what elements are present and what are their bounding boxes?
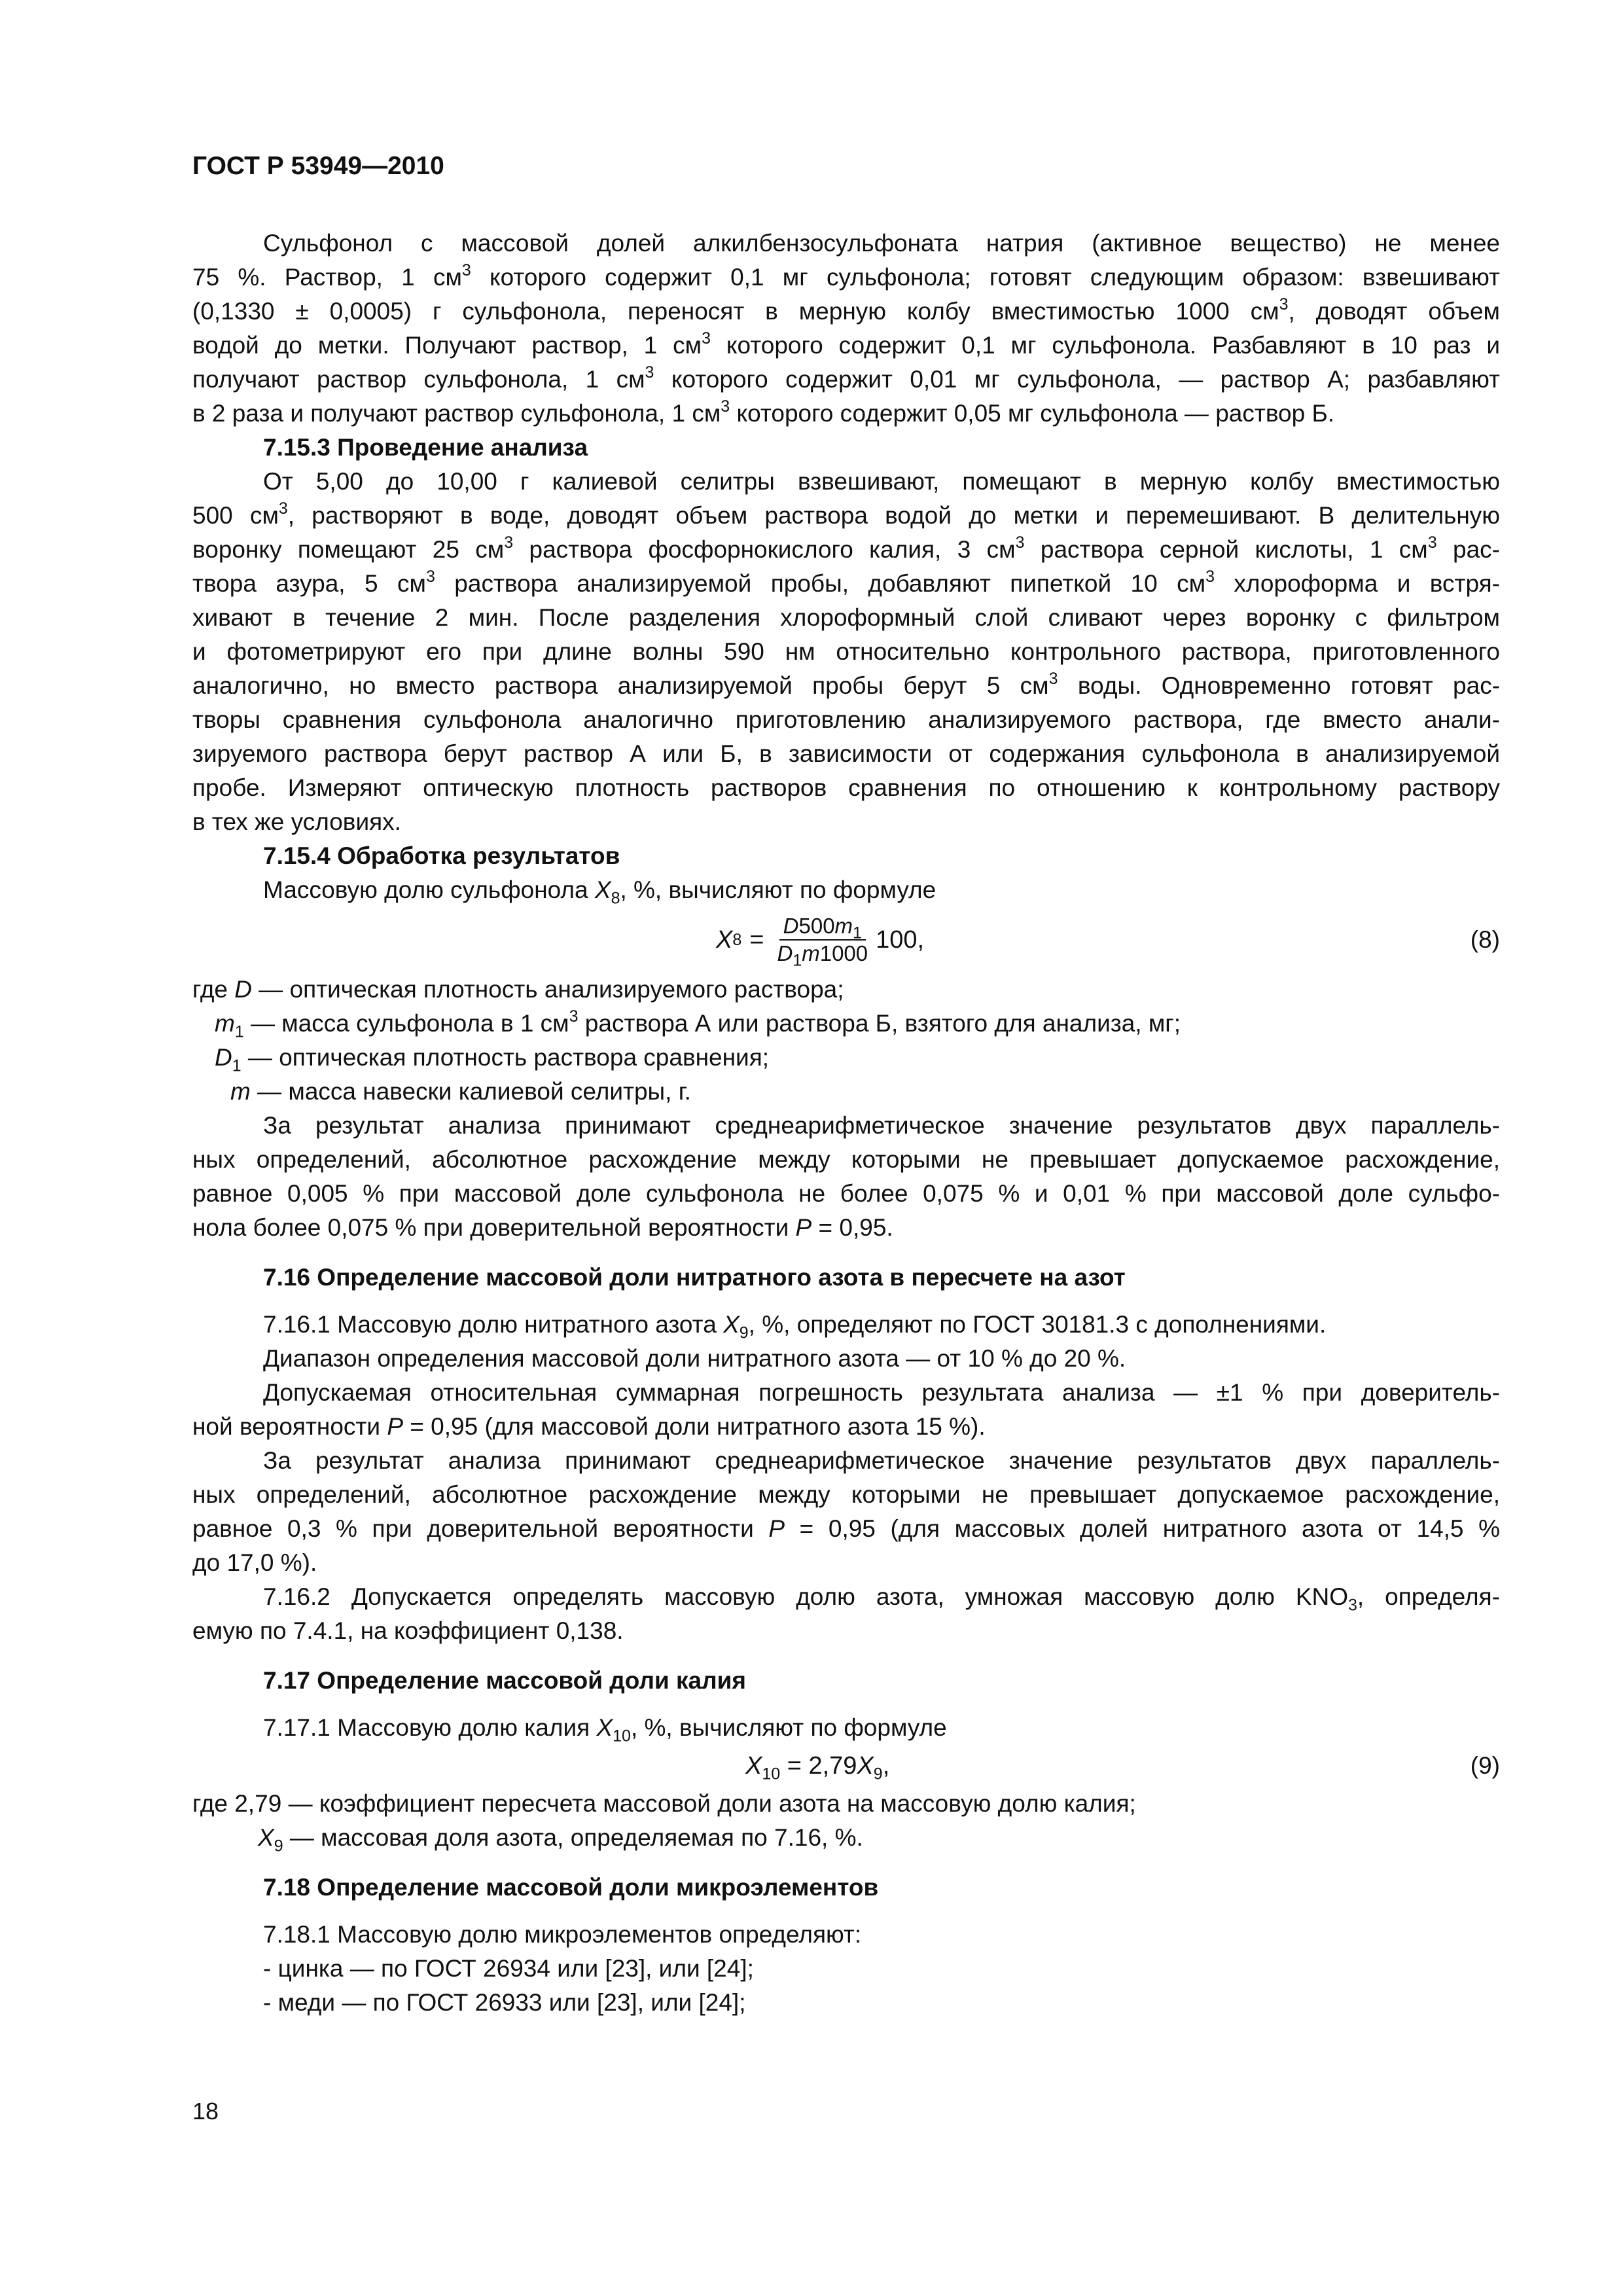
- text-line: емую по 7.4.1, на коэффициент 0,138.: [192, 1617, 624, 1644]
- text-line: За результат анализа принимают среднеарифметическое значение результатов двух параллель-: [263, 1112, 1500, 1139]
- text-line: Диапазон определения массовой доли нитратного азота — от 10 % до 20 %.: [263, 1345, 1126, 1372]
- text-line: 75 %. Раствор, 1 $см^3$ которого содержит 0,1 мг сульфонола; готовят следующим образом: взвешивают: [192, 260, 1501, 291]
- legend-line: $m_1$ — масса сульфонола в 1 $см^3$ раствора А или раствора Б, взятого для анализа, мг;: [215, 1007, 1181, 1041]
- text-line: нола более 0,075 % при доверительной вероятности P = 0,95.: [192, 1214, 893, 1241]
- text-line: до 17,0 %).: [192, 1549, 317, 1576]
- list-item: - цинка — по ГОСТ 26934 или [23], или [24];: [263, 1955, 754, 1982]
- text-line: получают раствор сульфонола, 1 $см^3$ которого содержит 0,01 мг сульфонола, — раствор А; разбавляют: [192, 363, 1500, 393]
- result-paragraph: [192, 1109, 1500, 1245]
- text-line: (0,1330 ± 0,0005) г сульфонола, переносят в мерную колбу вместимостью 1000 $см^3$, доводят объем: [192, 295, 1500, 325]
- text-line: ных определений, абсолютное расхождение между которыми не превышает допускаемое расхождение,: [192, 1146, 1500, 1173]
- text-line: 7.17.1 Массовую долю калия $X_{10}$, %, вычисляют по формуле: [263, 1714, 947, 1746]
- section-heading-7-18: 7.18 Определение массовой доли микроэлементов: [263, 1874, 879, 1901]
- text-line: и фотометрируют его при длине волны 590 нм относительно контрольного раствора, приготовленного: [192, 638, 1500, 665]
- page-number: 18: [192, 2098, 219, 2125]
- legend-line: где D — оптическая плотность анализируемого раствора;: [192, 976, 844, 1003]
- formula-expression: $X_{10} = 2,79X_9$,: [745, 1752, 890, 1784]
- formula-9: [192, 1745, 1500, 1787]
- page-body: [192, 226, 1500, 2020]
- text-line: пробе. Измеряют оптическую плотность растворов сравнения по отношению к контрольному раствору: [192, 774, 1500, 801]
- text-line: От 5,00 до 10,00 г калиевой селитры взвешивают, помещают в мерную колбу вместимостью: [263, 468, 1500, 495]
- section-heading-7-15-3: 7.15.3 Проведение анализа: [263, 434, 588, 461]
- text-line: ной вероятности P = 0,95 (для массовой доли нитратного азота 15 %).: [192, 1413, 986, 1440]
- text-line: равное 0,005 % при массовой доле сульфонола не более 0,075 % и 0,01 % при массовой доле сульфо-: [192, 1180, 1500, 1207]
- formula-legend: [192, 973, 1500, 1109]
- text-line: в тех же условиях.: [192, 808, 401, 835]
- analysis-paragraph: [192, 465, 1500, 839]
- text-line: аналогично, но вместо раствора анализируемой пробы берут 5 $см^3$ воды. Одновременно готовят рас-: [192, 669, 1501, 699]
- text-line: твора азура, 5 $см^3$ раствора анализируемой пробы, добавляют пипеткой 10 $см^3$ хлороформа и встря-: [192, 567, 1501, 597]
- formula-intro: Массовую долю сульфонола $X_8$, %, вычисляют по формуле: [263, 876, 936, 908]
- text-line: Сульфонол с массовой долей алкилбензосульфоната натрия (активное вещество) не менее: [263, 230, 1500, 257]
- formula-number: (8): [1470, 926, 1500, 953]
- text-line: 7.18.1 Массовую долю микроэлементов определяют:: [263, 1921, 862, 1948]
- text-line: ных определений, абсолютное расхождение между которыми не превышает допускаемое расхождение,: [192, 1481, 1500, 1508]
- formula-8: [192, 907, 1500, 973]
- legend-line: m — масса навески калиевой селитры, г.: [230, 1078, 691, 1105]
- section-heading-7-15-4: 7.15.4 Обработка результатов: [263, 842, 620, 869]
- text-line: 500 $см^3$, растворяют в воде, доводят объем раствора водой до метки и перемешивают. В делительную: [192, 499, 1501, 529]
- text-line: водой до метки. Получают раствор, 1 $см^3$ которого содержит 0,1 мг сульфонола. Разбавляют в 10 раз и: [192, 329, 1500, 359]
- legend-line: $X_9$ — массовая доля азота, определяемая по 7.16, %.: [258, 1824, 863, 1856]
- text-line: 7.16.2 Допускается определять массовую долю азота, умножая массовую долю $KNO_3$, определя-: [263, 1583, 1500, 1615]
- section-heading-7-16: 7.16 Определение массовой доли нитратного азота в пересчете на азот: [263, 1264, 1126, 1291]
- list-item: - меди — по ГОСТ 26933 или [23], или [24];: [263, 1989, 746, 2016]
- fraction-numerator: $D500m_1$: [779, 913, 866, 941]
- text-line: творы сравнения сульфонола аналогично приготовлению анализируемого раствора, где вместо анали-: [192, 706, 1500, 733]
- legend-line: $D_1$ — оптическая плотность раствора сравнения;: [215, 1044, 770, 1075]
- sulfonol-paragraph: [192, 226, 1500, 431]
- text-line: 7.16.1 Массовую долю нитратного азота $X_9$, %, определяют по ГОСТ 30181.3 с дополнениями.: [263, 1311, 1327, 1342]
- formula-fraction: [773, 913, 872, 970]
- formula-number: (9): [1470, 1752, 1500, 1779]
- text-line: в 2 раза и получают раствор сульфонола, 1 $см^3$ которого содержит 0,05 мг сульфонола — раствор Б.: [192, 397, 1335, 427]
- text-line: равное 0,3 % при доверительной вероятности P = 0,95 (для массовых долей нитратного азота от 14,5 %: [192, 1515, 1500, 1542]
- formula-expression: X 8 = $\frac{D500m_1}{D_1m1000}$ 100,: [716, 914, 925, 970]
- legend-line: где 2,79 — коэффициент пересчета массовой доли азота на массовую долю калия;: [192, 1790, 1136, 1817]
- text-line: Допускаемая относительная суммарная погрешность результата анализа — ±1 % при доверитель-: [263, 1379, 1500, 1406]
- section-heading-7-17: 7.17 Определение массовой доли калия: [263, 1667, 746, 1694]
- text-line: воронку помещают 25 $см^3$ раствора фосфорнокислого калия, 3 $см^3$ раствора серной кислоты, 1 $см^3$ рас-: [192, 533, 1500, 563]
- fraction-denominator: $D_1m1000$: [777, 941, 868, 970]
- text-line: хивают в течение 2 мин. После разделения хлороформный слой сливают через воронку с фильтром: [192, 604, 1500, 631]
- document-header: ГОСТ Р 53949—2010: [192, 152, 444, 180]
- text-line: За результат анализа принимают среднеарифметическое значение результатов двух параллель-: [263, 1447, 1500, 1474]
- text-line: зируемого раствора берут раствор А или Б, в зависимости от содержания сульфонола в анализируемой: [192, 740, 1500, 767]
